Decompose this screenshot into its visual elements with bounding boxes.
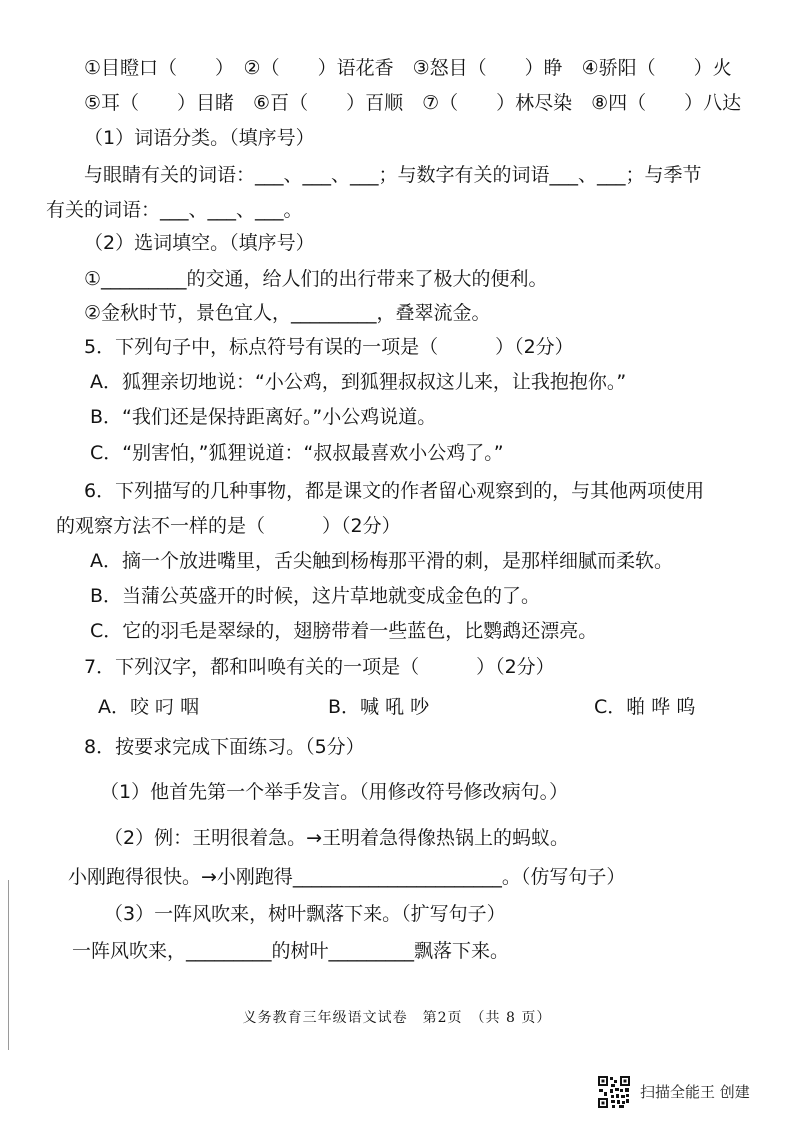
subquestion-fill-title: （2）选词填空。（填序号）	[84, 232, 315, 254]
fill-sentence-1: ①_________的交通，给人们的出行带来了极大的便利。	[84, 268, 548, 290]
question-5-option-c: C．“别害怕，”狐狸说道：“叔叔最喜欢小公鸡了。”	[90, 442, 504, 464]
classify-prompt-line-2: 有关的词语：___、___、___。	[46, 199, 303, 221]
question-7-option-b: B．喊 吼 吵	[328, 696, 430, 718]
question-8-part-2-example: （2）例：王明很着急。→王明着急得像热锅上的蚂蚁。	[104, 827, 570, 849]
question-5-option-b: B．“我们还是保持距离好。”小公鸡说道。	[90, 406, 437, 428]
question-6-option-b: B．当蒲公英盛开的时候，这片草地就变成金色的了。	[90, 585, 541, 607]
question-7-stem: 7．下列汉字，都和叫唤有关的一项是（ ）（2分）	[84, 656, 555, 678]
question-5-option-a: A．狐狸亲切地说：“小公鸡，到狐狸叔叔这儿来，让我抱抱你。”	[90, 371, 627, 393]
classify-prompt-line-1: 与眼睛有关的词语：___、___、___；与数字有关的词语___、___；与季节	[84, 164, 702, 186]
question-7-option-a: A．咬 叼 咽	[98, 696, 200, 718]
question-6-option-c: C．它的羽毛是翠绿的，翅膀带着一些蓝色，比鹦鹉还漂亮。	[90, 620, 598, 642]
question-8-part-3: （3）一阵风吹来，树叶飘落下来。（扩写句子）	[104, 903, 506, 925]
question-5-stem: 5．下列句子中，标点符号有误的一项是（ ）（2分）	[84, 336, 574, 358]
question-8-stem: 8．按要求完成下面练习。（5分）	[84, 736, 365, 758]
question-8-part-1: （1）他首先第一个举手发言。（用修改符号修改病句。）	[100, 781, 569, 803]
page-footer: 义务教育三年级语文试卷 第2页 （共 8 页）	[242, 1010, 552, 1026]
idiom-list-row-1: ①目瞪口（ ） ②（ ）语花香 ③怒目（ ）睁 ④骄阳（ ）火	[84, 57, 732, 79]
question-6-stem-line-1: 6．下列描写的几种事物，都是课文的作者留心观察到的，与其他两项使用	[84, 480, 705, 502]
question-8-part-2-task: 小刚跑得很快。→小刚跑得______________________。（仿写句子）	[68, 866, 626, 888]
fill-sentence-2: ②金秋时节，景色宜人，_________，叠翠流金。	[84, 302, 491, 324]
scanner-watermark-text: 扫描全能王 创建	[640, 1083, 750, 1101]
question-7-option-c: C．啪 哗 呜	[594, 696, 696, 718]
question-8-part-3-task: 一阵风吹来，_________的树叶_________飘落下来。	[72, 940, 510, 962]
question-6-stem-line-2: 的观察方法不一样的是（ ）（2分）	[56, 515, 401, 537]
question-6-option-a: A．摘一个放进嘴里，舌尖触到杨梅那平滑的刺，是那样细腻而柔软。	[90, 550, 673, 572]
subquestion-classify-title: （1）词语分类。（填序号）	[84, 127, 315, 149]
qr-code-icon	[597, 1075, 631, 1109]
idiom-list-row-2: ⑤耳（ ）目睹 ⑥百（ ）百顺 ⑦（ ）林尽染 ⑧四（ ）八达	[84, 92, 742, 114]
